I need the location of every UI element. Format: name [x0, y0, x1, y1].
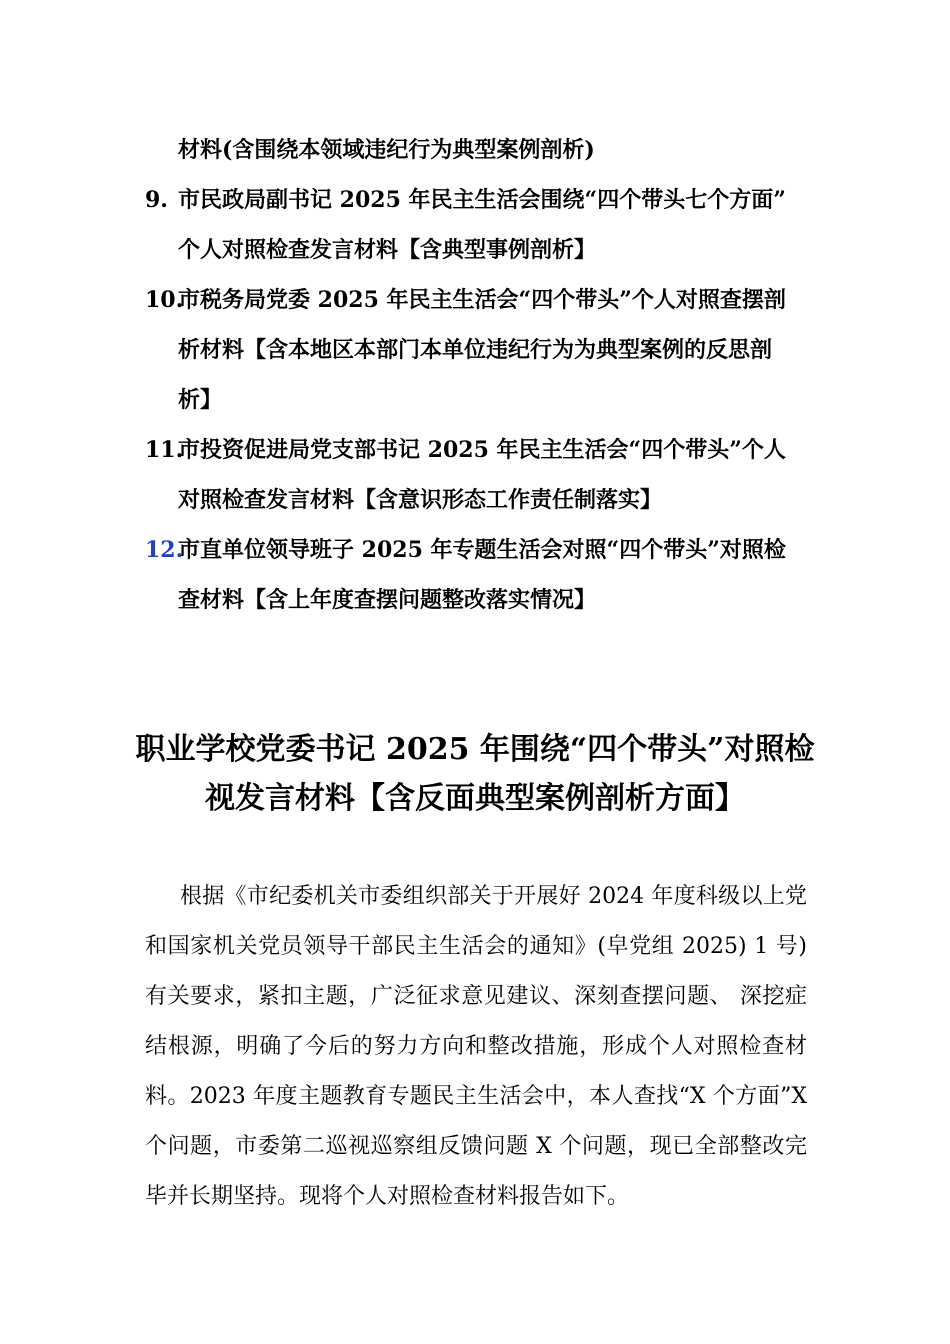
- toc-item-10-line-3: 析】: [178, 387, 223, 413]
- toc-item-10-line-2: 析材料【含本地区本部门本单位违纪行为为典型案例的反思剖: [178, 337, 773, 363]
- toc-item-11-number: 11.: [145, 437, 184, 463]
- body-line-4: 结根源，明确了今后的努力方向和整改措施，形成个人对照检查材: [145, 1034, 807, 1059]
- title-line-1: 职业学校党委书记 2025 年围绕“四个带头”对照检: [135, 732, 815, 767]
- toc-item-12-line-2: 查材料【含上年度查摆问题整改落实情况】: [178, 587, 597, 613]
- toc-item-12-number: 12.: [145, 537, 184, 563]
- toc-item-10-number: 10.: [145, 287, 184, 313]
- toc-item-11-line-2: 对照检查发言材料【含意识形态工作责任制落实】: [178, 487, 663, 513]
- body-line-7: 毕并长期坚持。现将个人对照检查材料报告如下。: [145, 1184, 630, 1209]
- body-line-6: 个问题，市委第二巡视巡察组反馈问题 X 个问题，现已全部整改完: [145, 1134, 807, 1159]
- body-line-3: 有关要求，紧扣主题，广泛征求意见建议、深刻查摆问题、 深挖症: [145, 984, 807, 1009]
- toc-item-10-line-1: 市税务局党委 2025 年民主生活会“四个带头”个人对照查摆剖: [178, 287, 786, 313]
- toc-item-12-line-1: 市直单位领导班子 2025 年专题生活会对照“四个带头”对照检: [178, 537, 786, 563]
- title-line-2: 视发言材料【含反面典型案例剖析方面】: [205, 781, 745, 816]
- body-line-5: 料。2023 年度主题教育专题民主生活会中，本人查找“X 个方面”X: [145, 1084, 807, 1109]
- body-line-1: 根据《市纪委机关市委组织部关于开展好 2024 年度科级以上党: [180, 884, 807, 909]
- body-line-2: 和国家机关党员领导干部民主生活会的通知》(皁党组 2025) 1 号): [145, 934, 807, 959]
- toc-item-9-line-1: 市民政局副书记 2025 年民主生活会围绕“四个带头七个方面”: [178, 187, 786, 213]
- toc-item-9-number: 9.: [145, 187, 168, 213]
- toc-item-9-line-2: 个人对照检查发言材料【含典型事例剖析】: [178, 237, 597, 263]
- toc-item-11-line-1: 市投资促进局党支部书记 2025 年民主生活会“四个带头”个人: [178, 437, 786, 463]
- toc-item-8-continuation: 材料(含围绕本领域违纪行为典型案例剖析): [178, 137, 595, 163]
